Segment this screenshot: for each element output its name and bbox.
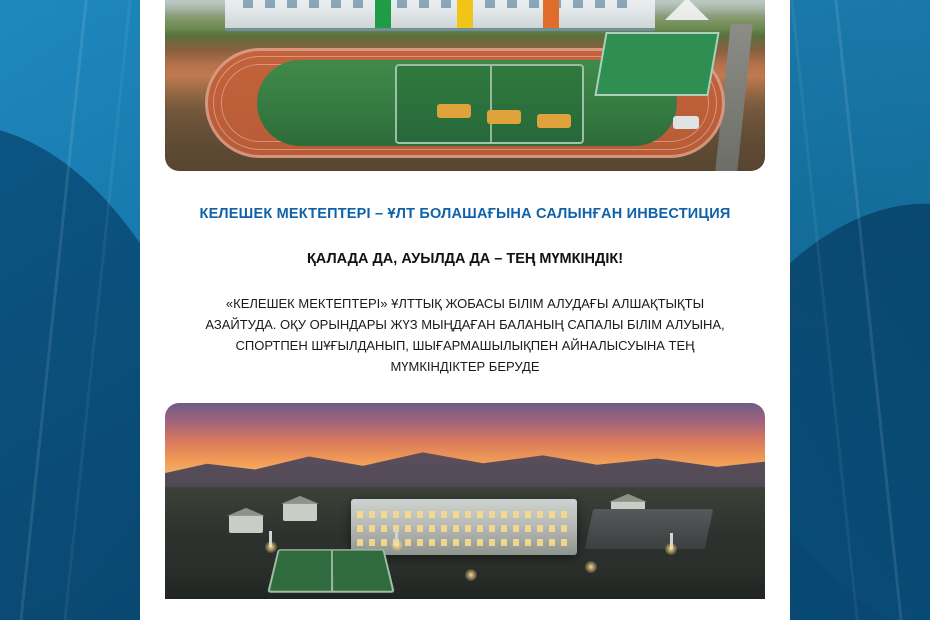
village-house-2 [229, 515, 263, 533]
subheadline: ҚАЛАДА ДА, АУЫЛДА ДА – ТЕҢ МҮМКІНДІК! [306, 250, 624, 267]
street-light-glow-3 [665, 543, 677, 555]
headline: КЕЛЕШЕК МЕКТЕПТЕРІ – ҰЛТ БОЛАШАҒЫНА САЛЫНҒАН ИНВЕСТИЦИЯ [199, 206, 731, 222]
photo-sunset-aerial-school-campus [165, 403, 765, 599]
street-light-glow-1 [265, 541, 277, 553]
street-light-glow-2 [391, 539, 403, 551]
school-building [225, 0, 655, 31]
body-paragraph: «КЕЛЕШЕК МЕКТЕПТЕРІ» ҰЛТТЫҚ ЖОБАСЫ БІЛІМ АЛУДАҒЫ АЛШАҚТЫҚТЫ АЗАЙТУДА. ОҚУ ОРЫНДАРЫ ЖҮЗ МЫҢДАҒАН БАЛАНЫҢ САПАЛЫ БІЛІМ АЛУЫНА, СПОРТПЕН ШҰҒЫЛДАНЫП, ШЫҒАРМАШЫЛЫҚПЕН АЙНАЛЫСУЫНА ТЕҢ МҮМКІНДІКТЕР БЕРУДЕ [205, 295, 725, 374]
photo-aerial-school-sports-complex [165, 0, 765, 171]
street-light-glow-4 [465, 569, 477, 581]
content-card [140, 0, 790, 620]
street-light-glow-5 [585, 561, 597, 573]
sports-court [594, 32, 719, 96]
school-building-night [351, 499, 577, 555]
parking-lot [585, 509, 714, 549]
parked-car [673, 116, 699, 129]
football-field-night [267, 549, 395, 592]
text-block [140, 171, 790, 403]
white-tent [665, 0, 709, 20]
football-pitch [395, 64, 584, 144]
village-house-1 [283, 503, 317, 521]
